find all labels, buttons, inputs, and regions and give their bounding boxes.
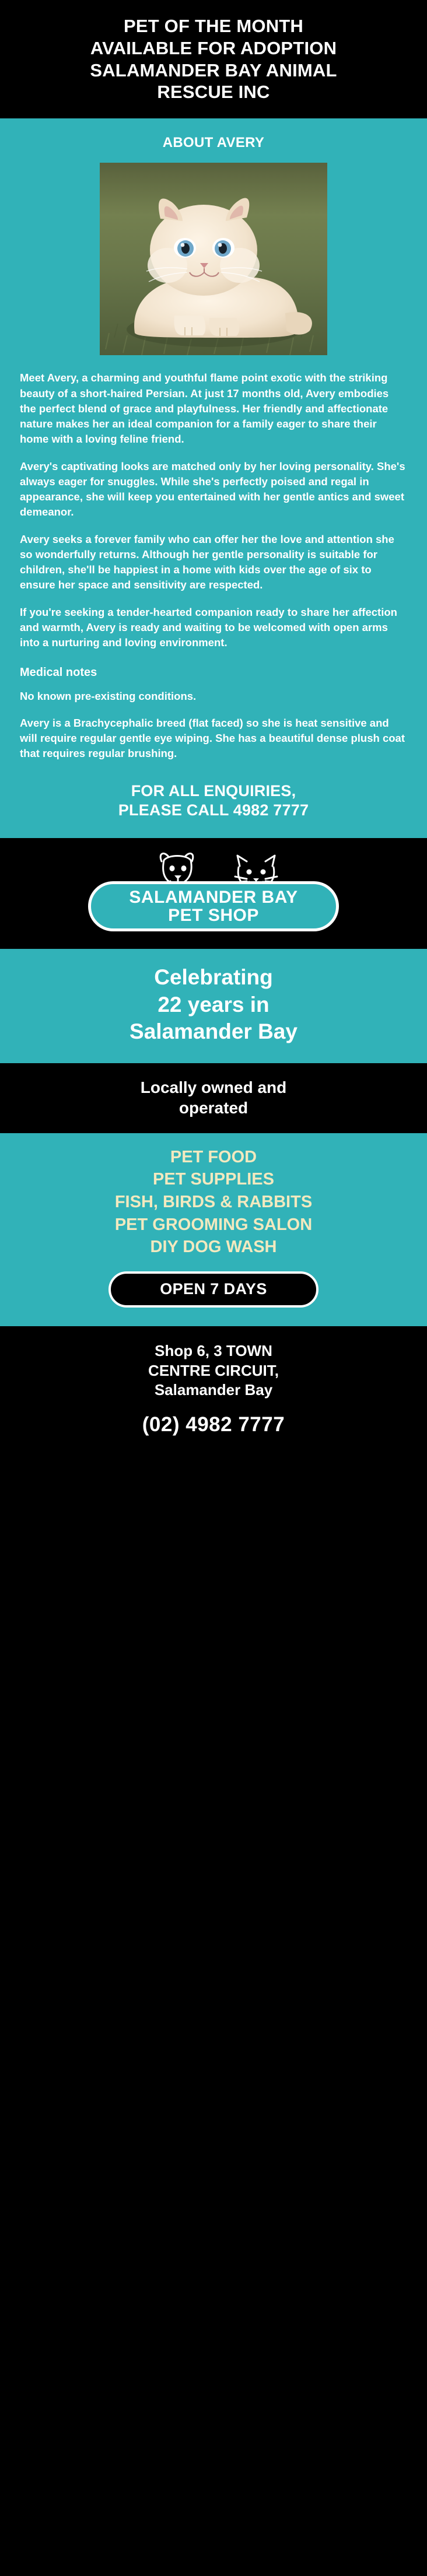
locally-owned-block: [0, 1063, 427, 1133]
logo-stage: [76, 849, 351, 936]
service-item-diy-dog-wash: DIY DOG WASH: [150, 1238, 277, 1257]
address-line-3: Salamander Bay: [154, 1381, 273, 1399]
medical-paragraph-2: Avery is a Brachycephalic breed (flat faced) so she is heat sensitive and will require regular gentle eye wiping. She has a beautiful dense plush coat that requires regular brushing.: [20, 716, 405, 760]
celebrating-line-2: 22 years in: [158, 992, 270, 1017]
enquiries-block: [20, 781, 407, 821]
open-7-days-button[interactable]: OPEN 7 DAYS: [108, 1271, 318, 1308]
pet-photo-container: [100, 163, 327, 355]
header-line-4: RESCUE INC: [157, 82, 270, 103]
shop-logo-band: [0, 838, 427, 949]
phone-number[interactable]: (02) 4982 7777: [0, 1406, 427, 1456]
about-title: ABOUT AVERY: [162, 135, 265, 151]
services-block: [0, 1133, 427, 1326]
about-panel: [0, 118, 427, 838]
address-block: [0, 1326, 427, 1406]
enquiries-line-2: PLEASE CALL 4982 7777: [118, 801, 309, 819]
about-paragraph-1: Meet Avery, a charming and youthful flame point exotic with the striking beauty of a short-haired Persian. At just 17 months old, Avery embodies the perfect blend of grace and playfulness. Her friendly and affectionate nature makes her an ideal companion for a family eager to share their home with a loving feline friend.: [20, 371, 389, 446]
about-paragraph-4: If you're seeking a tender-hearted companion ready to share her affection and warmth, Avery is ready and waiting to be welcomed with open arms into a nurturing and loving environment.: [20, 605, 397, 649]
header-line-3: SALAMANDER BAY ANIMAL: [90, 59, 337, 80]
address-line-2: CENTRE CIRCUIT,: [148, 1361, 279, 1379]
celebrating-line-1: Celebrating: [154, 965, 273, 990]
pet-photo: [100, 163, 327, 355]
address-line-1: Shop 6, 3 TOWN: [155, 1341, 272, 1359]
enquiries-line-1: FOR ALL ENQUIRIES,: [131, 781, 296, 800]
service-item-pet-grooming-salon: PET GROOMING SALON: [114, 1215, 313, 1234]
about-body: [20, 370, 407, 761]
advert-header: [0, 0, 427, 118]
locally-owned-line-1: Locally owned and: [140, 1078, 287, 1096]
medical-notes-heading: Medical notes: [20, 665, 97, 679]
locally-owned-line-2: operated: [178, 1098, 249, 1117]
celebrating-block: [0, 949, 427, 1063]
logo-line-1: SALAMANDER BAY: [129, 887, 298, 907]
logo-line-2: PET SHOP: [168, 906, 259, 926]
header-line-1: PET OF THE MONTH: [123, 16, 304, 36]
service-item-pet-supplies: PET SUPPLIES: [153, 1170, 274, 1189]
header-line-2: AVAILABLE FOR ADOPTION: [90, 37, 337, 58]
shop-logo-pill: [88, 881, 339, 931]
service-item-fish-birds-rabbits: FISH, BIRDS & RABBITS: [114, 1193, 313, 1212]
service-item-pet-food: PET FOOD: [170, 1147, 257, 1166]
celebrating-line-3: Salamander Bay: [130, 1019, 298, 1044]
about-paragraph-3: Avery seeks a forever family who can offer her the love and attention she so wonderfully returns. Although her gentle personality is suitable for children, she'll be happiest in a home with kids over the age of six to ensure her space and sensitivity are respected.: [20, 532, 394, 591]
medical-paragraph-1: No known pre-existing conditions.: [20, 689, 197, 702]
about-paragraph-2: Avery's captivating looks are matched only by her loving personality. She's always eager for snuggles. While she's perfectly poised and regal in appearance, she will keep you entertained with her gentle antics and sweet demeanor.: [20, 460, 405, 518]
